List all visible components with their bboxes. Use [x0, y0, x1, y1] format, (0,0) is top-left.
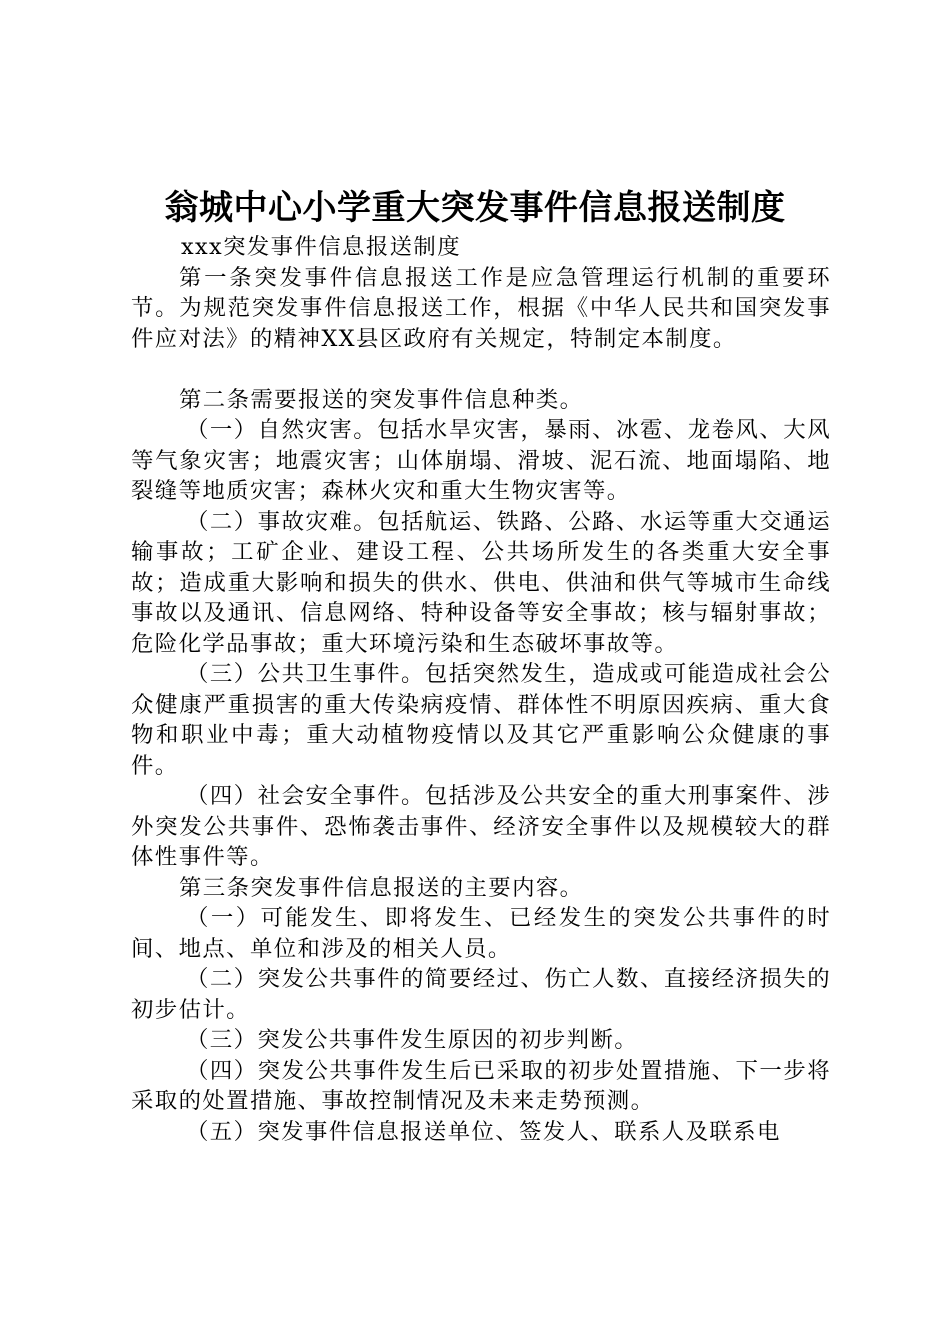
article-3-item-1: （一）可能发生、即将发生、已经发生的突发公共事件的时间、地点、单位和涉及的相关人员。 [131, 905, 831, 962]
article-2-item-1: （一）自然灾害。包括水旱灾害，暴雨、冰雹、龙卷风、大风等气象灾害；地震灾害；山体崩塌、滑坡、泥石流、地面塌陷、地裂缝等地质灾害；森林火灾和重大生物灾害等。 [131, 417, 831, 504]
document-body [131, 232, 831, 1147]
article-2-item-4: （四）社会安全事件。包括涉及公共安全的重大刑事案件、涉外突发公共事件、恐怖袭击事件、经济安全事件以及规模较大的群体性事件等。 [131, 783, 831, 870]
article-3-heading: 第三条突发事件信息报送的主要内容。 [179, 874, 584, 901]
article-2-item-3: （三）公共卫生事件。包括突然发生，造成或可能造成社会公众健康严重损害的重大传染病疫情、群体性不明原因疾病、重大食物和职业中毒；重大动植物疫情以及其它严重影响公众健康的事件。 [131, 661, 831, 779]
paragraph-spacer [131, 354, 831, 385]
article-3-item-3: （三）突发公共事件发生原因的初步判断。 [186, 1027, 639, 1053]
document-subtitle: xxx突发事件信息报送制度 [181, 234, 461, 260]
article-2-item-2: （二）事故灾难。包括航运、铁路、公路、水运等重大交通运输事故；工矿企业、建设工程、公共场所发生的各类重大安全事故；造成重大影响和损失的供水、供电、供油和供气等城市生命线事故以及通讯、信息网络、特种设备等安全事故；核与辐射事故；危险化学品事故；重大环境污染和生态破坏事故等。 [131, 508, 831, 657]
article-3-item-2: （二）突发公共事件的简要经过、伤亡人数、直接经济损失的初步估计。 [131, 966, 831, 1023]
article-3-item-5: （五）突发事件信息报送单位、签发人、联系人及联系电 [186, 1118, 781, 1145]
article-3-item-4: （四）突发公共事件发生后已采取的初步处置措施、下一步将采取的处置措施、事故控制情况及未来走势预测。 [131, 1057, 831, 1114]
article-2-heading: 第二条需要报送的突发事件信息种类。 [179, 386, 584, 413]
article-1: 第一条突发事件信息报送工作是应急管理运行机制的重要环节。为规范突发事件信息报送工作，根据《中华人民共和国突发事件应对法》的精神XX县区政府有关规定，特制定本制度。 [131, 264, 831, 352]
document-title: 翁城中心小学重大突发事件信息报送制度 [164, 188, 786, 228]
